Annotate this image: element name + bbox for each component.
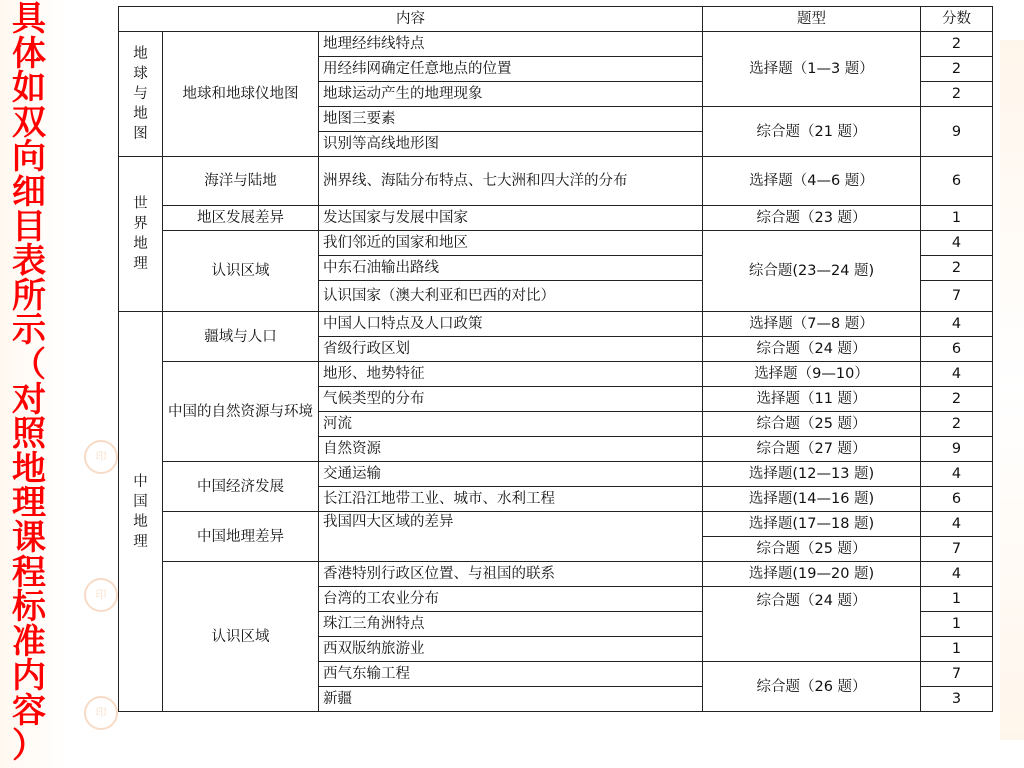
score-cell: 1 — [921, 206, 993, 231]
score-cell: 7 — [921, 281, 993, 312]
spec-table — [118, 6, 993, 712]
table-row — [119, 312, 993, 337]
type-cell: 综合题（27 题） — [703, 437, 921, 462]
content-cell: 长江沿江地带工业、城市、水利工程 — [319, 487, 703, 512]
table-row — [119, 157, 993, 206]
content-cell: 地形、地势特征 — [319, 362, 703, 387]
side-title-char: 细 — [12, 172, 46, 212]
side-title-char: 具 — [12, 0, 46, 39]
content-cell: 自然资源 — [319, 437, 703, 462]
topic-label: 认识区域 — [163, 562, 319, 712]
content-cell: 河流 — [319, 412, 703, 437]
score-cell: 1 — [921, 587, 993, 612]
topic-label: 中国经济发展 — [163, 462, 319, 512]
decorative-border — [1000, 40, 1024, 740]
section-char: 地 — [133, 513, 148, 530]
header-type: 题型 — [703, 7, 921, 32]
section-text — [123, 44, 158, 144]
table-row — [119, 32, 993, 57]
score-cell: 2 — [921, 32, 993, 57]
topic-label: 中国的自然资源与环境 — [163, 362, 319, 462]
score-cell: 7 — [921, 537, 993, 562]
type-cell: 选择题（1—3 题） — [703, 32, 921, 107]
topic-label: 海洋与陆地 — [163, 157, 319, 206]
side-title-char: 如 — [12, 68, 46, 109]
side-title-char: 照 — [12, 414, 46, 455]
table-row — [119, 512, 993, 537]
section-char: 国 — [133, 493, 148, 510]
score-cell: 9 — [921, 107, 993, 157]
section-label — [119, 312, 163, 712]
side-title-char: 容 — [12, 691, 46, 731]
type-cell: 选择题（7—8 题） — [703, 312, 921, 337]
score-cell: 3 — [921, 687, 993, 712]
topic-label: 中国地理差异 — [163, 512, 319, 562]
score-cell: 2 — [921, 256, 993, 281]
type-cell: 综合题（25 题） — [703, 537, 921, 562]
side-title-char: 程 — [12, 552, 46, 593]
content-cell: 珠江三角洲特点 — [319, 612, 703, 637]
score-cell: 2 — [921, 57, 993, 82]
seal-mark: 印 — [84, 578, 118, 612]
section-text — [123, 472, 158, 552]
side-title-char: 地 — [12, 448, 46, 489]
topic-label: 认识区域 — [163, 231, 319, 312]
content-cell: 识别等高线地形图 — [319, 132, 703, 157]
side-title-char: 所 — [12, 275, 46, 316]
score-cell: 9 — [921, 437, 993, 462]
type-cell: 选择题（4—6 题） — [703, 157, 921, 206]
type-cell: 选择题(14—16 题) — [703, 487, 921, 512]
side-title-char: 双 — [12, 102, 46, 143]
topic-label: 地球和地球仪地图 — [163, 32, 319, 157]
section-char: 地 — [133, 46, 148, 62]
content-cell: 我国四大区域的差异 — [319, 512, 703, 562]
score-cell: 2 — [921, 412, 993, 437]
side-title-char: 表 — [12, 241, 46, 282]
type-cell: 综合题（23 题） — [703, 206, 921, 231]
content-cell: 认识国家（澳大利亚和巴西的对比） — [319, 281, 703, 312]
section-char: 理 — [133, 533, 148, 550]
side-title-char: 课 — [12, 518, 46, 558]
type-cell: 选择题（11 题） — [703, 387, 921, 412]
side-title-char: 标 — [12, 587, 46, 628]
type-cell: 综合题（24 题） — [703, 337, 921, 362]
section-char: 理 — [133, 256, 148, 272]
content-cell: 发达国家与发展中国家 — [319, 206, 703, 231]
content-cell: 交通运输 — [319, 462, 703, 487]
type-cell: 综合题（25 题） — [703, 412, 921, 437]
table-header-row — [119, 7, 993, 32]
content-cell: 气候类型的分布 — [319, 387, 703, 412]
type-cell: 综合题(23—24 题) — [703, 231, 921, 312]
score-cell: 4 — [921, 231, 993, 256]
side-title-panel — [0, 0, 112, 768]
content-cell: 西气东输工程 — [319, 662, 703, 687]
side-title-char: 对 — [12, 379, 46, 420]
section-char: 界 — [133, 216, 148, 232]
content-cell: 台湾的工农业分布 — [319, 587, 703, 612]
content-cell: 我们邻近的国家和地区 — [319, 231, 703, 256]
section-char: 与 — [133, 86, 148, 102]
content-cell: 省级行政区划 — [319, 337, 703, 362]
content-cell: 地图三要素 — [319, 107, 703, 132]
type-cell: 选择题(19—20 题) — [703, 562, 921, 587]
content-cell: 洲界线、海陆分布特点、七大洲和四大洋的分布 — [319, 157, 703, 206]
score-cell: 6 — [921, 337, 993, 362]
content-cell: 新疆 — [319, 687, 703, 712]
score-cell: 2 — [921, 387, 993, 412]
score-cell: 4 — [921, 312, 993, 337]
score-cell: 7 — [921, 662, 993, 687]
section-char: 图 — [133, 126, 148, 142]
section-char: 世 — [133, 196, 148, 212]
content-cell: 地球运动产生的地理现象 — [319, 82, 703, 107]
side-title-char: 理 — [12, 483, 46, 524]
content-cell: 西双版纳旅游业 — [319, 637, 703, 662]
score-cell: 4 — [921, 462, 993, 487]
side-title-char: 示 — [12, 310, 46, 351]
content-cell: 中国人口特点及人口政策 — [319, 312, 703, 337]
seal-mark: 印 — [84, 696, 118, 730]
side-title-char: 目 — [12, 206, 46, 247]
score-cell: 6 — [921, 487, 993, 512]
side-title-char: 体 — [12, 33, 46, 74]
type-cell: 选择题(12—13 题) — [703, 462, 921, 487]
side-title-char: 准 — [12, 621, 46, 662]
section-char: 地 — [133, 236, 148, 252]
side-title-char: 向 — [12, 137, 46, 178]
side-title-char: ） — [12, 725, 46, 766]
score-cell: 2 — [921, 82, 993, 107]
type-cell: 综合题（21 题） — [703, 107, 921, 157]
header-content: 内容 — [119, 7, 703, 32]
score-cell: 4 — [921, 362, 993, 387]
score-cell: 4 — [921, 562, 993, 587]
type-cell: 选择题(17—18 题) — [703, 512, 921, 537]
score-cell: 4 — [921, 512, 993, 537]
table-row — [119, 206, 993, 231]
topic-label: 地区发展差异 — [163, 206, 319, 231]
table-row — [119, 231, 993, 256]
topic-label: 疆域与人口 — [163, 312, 319, 362]
content-cell: 中东石油输出路线 — [319, 256, 703, 281]
type-cell: 综合题（26 题） — [703, 662, 921, 712]
side-title-char: 内 — [12, 656, 46, 697]
table-row — [119, 362, 993, 387]
section-text — [123, 194, 158, 274]
section-char: 球 — [133, 66, 148, 82]
content-cell: 香港特别行政区位置、与祖国的联系 — [319, 562, 703, 587]
table-row — [119, 462, 993, 487]
content-cell: 用经纬网确定任意地点的位置 — [319, 57, 703, 82]
type-cell: 综合题（24 题） — [703, 587, 921, 662]
seal-mark: 印 — [84, 440, 118, 474]
section-char: 地 — [133, 106, 148, 122]
section-char: 中 — [133, 473, 148, 490]
score-cell: 1 — [921, 612, 993, 637]
header-score: 分数 — [921, 7, 993, 32]
section-label — [119, 157, 163, 312]
section-label — [119, 32, 163, 157]
table-row — [119, 562, 993, 587]
type-cell: 选择题（9—10） — [703, 362, 921, 387]
score-cell: 1 — [921, 637, 993, 662]
score-cell: 6 — [921, 157, 993, 206]
side-title-char: （ — [12, 345, 46, 385]
content-cell: 地理经纬线特点 — [319, 32, 703, 57]
